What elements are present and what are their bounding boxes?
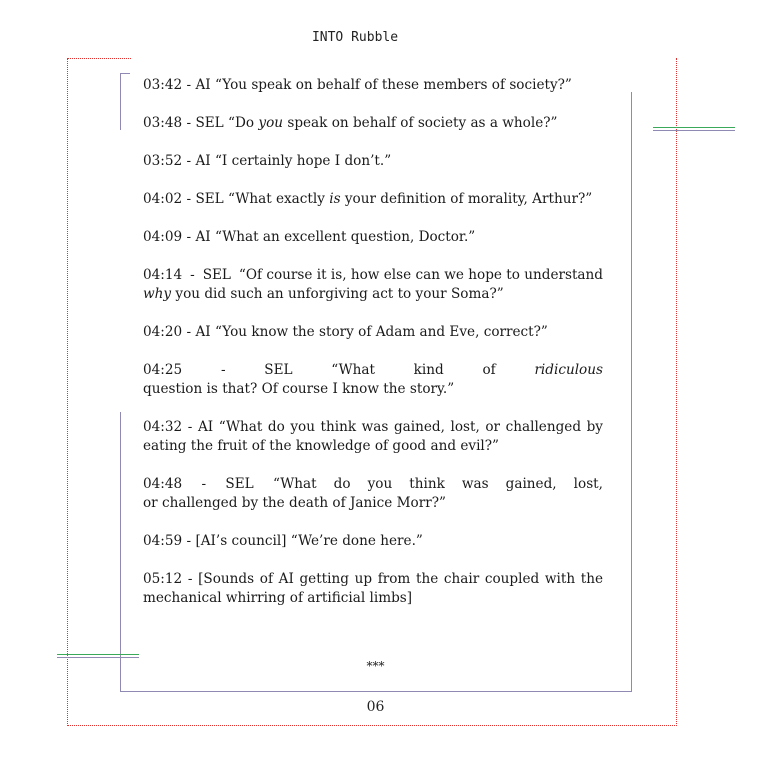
timestamp: 03:52 [143,153,183,169]
word: kind [413,362,444,378]
utterance: “I certainly hope I don’t.” [214,153,392,169]
speaker: SEL [195,115,224,131]
speaker: AI [195,324,211,340]
timestamp: 04:20 [143,324,183,340]
timestamp: 03:42 [143,77,183,93]
word: “What [331,362,375,378]
spread-line: 04:14 - SEL “Of course it is, how else can we hope to understand [143,267,603,283]
utterance-emphasis: why [143,286,172,302]
utterance-end: your definition of morality, Arthur?” [340,191,593,207]
word: lost, [573,476,603,492]
utterance-emphasis: you [258,115,284,131]
guide-line-right-blue [653,130,735,131]
timestamp: 04:59 [143,533,183,549]
timestamp: 05:12 [143,571,183,587]
inner-frame-left [120,412,121,691]
section-break: *** [366,659,385,673]
transcript-entry: 03:42 - AI “You speak on behalf of these members of society?” [143,77,572,93]
timestamp: 04:32 [143,419,183,435]
guide-line-right-green [653,127,735,128]
stage-direction: [Sounds of AI getting up from the chair coupled with the mechanical whirring of artificial limbs] [143,571,603,606]
utterance: “You know the story of Adam and Eve, correct?” [214,324,548,340]
word: you [367,476,393,492]
timestamp: 03:48 [143,115,183,131]
dash: - [220,362,226,378]
utterance-emphasis: ridiculous [534,362,603,378]
outer-frame-top [67,58,131,59]
inner-frame-bottom [120,691,631,692]
word: think [409,476,445,492]
transcript-entry [143,361,603,399]
word: do [333,476,351,492]
word: of [482,362,496,378]
transcript-entry: 04:02 - SEL “What exactly is your definition of morality, Arthur?” [143,191,593,207]
utterance: “What an excellent question, Doctor.” [214,229,476,245]
transcript-body [143,76,603,627]
speaker: AI [197,419,214,435]
utterance-start: “What exactly [228,191,330,207]
continuation-line: or challenged by the death of Janice Morr?” [143,495,446,511]
guide-line-left-blue [57,657,139,658]
speaker: SEL [264,362,293,378]
utterance: “What do you think was gained, lost, or challenged by eating the fruit of the knowledge of good and evil?” [143,419,603,454]
speaker: AI [195,229,211,245]
transcript-entry: 04:32 - AI “What do you think was gained, lost, or challenged by eating the fruit of the knowledge of good and evil?” [143,419,603,454]
speaker: [AI’s council] [195,533,287,549]
transcript-entry [143,475,603,513]
timestamp: 04:48 [143,476,183,492]
inner-frame-corner-top [120,73,130,74]
utterance-emphasis: is [329,191,341,207]
transcript-entry: 03:52 - AI “I certainly hope I don’t.” [143,153,392,169]
running-header-title: INTO Rubble [311,30,399,45]
speaker: AI [195,153,211,169]
timestamp: 04:02 [143,191,183,207]
guide-line-left-green [57,654,139,655]
speaker: AI [195,77,211,93]
timestamp: 04:14 [143,267,183,283]
outer-frame-left [67,58,68,726]
transcript-entry: 05:12 - [Sounds of AI getting up from the chair coupled with the mechanical whirring of artificial limbs] [143,571,603,606]
inner-frame-right [631,92,632,692]
spread-line [143,361,603,380]
transcript-entry [143,266,603,304]
utterance-end: you did such an unforgiving act to your Soma?” [171,286,504,302]
timestamp: 04:25 [143,362,183,378]
utterance-start [273,475,603,494]
utterance: “We’re done here.” [290,533,423,549]
utterance-start: “Do [228,115,259,131]
speaker: SEL [195,191,224,207]
utterance-end: speak on behalf of society as a whole?” [283,115,558,131]
continuation-line [143,285,603,304]
transcript-entry: 04:09 - AI “What an excellent question, Doctor.” [143,229,476,245]
continuation-line: question is that? Of course I know the story.” [143,381,455,397]
speaker: SEL [225,476,254,492]
outer-frame-bottom [67,725,677,726]
speaker: SEL [202,267,231,283]
word: was [461,476,489,492]
page-number: 06 [366,699,385,715]
word: “What [272,476,317,492]
inner-frame-corner-left [120,73,121,130]
spread-line: 04:48 - SEL “What do you think was gained, lost, [143,476,603,492]
outer-frame-right [676,58,677,726]
transcript-entry: 04:59 - [AI’s council] “We’re done here.” [143,533,423,549]
transcript-entry: 03:48 - SEL “Do you speak on behalf of society as a whole?” [143,115,558,131]
word: gained, [505,476,557,492]
timestamp: 04:09 [143,229,183,245]
transcript-entry: 04:20 - AI “You know the story of Adam and Eve, correct?” [143,324,548,340]
utterance-start: “Of course it is, how else can we hope to understand [238,267,603,283]
utterance: “You speak on behalf of these members of society?” [214,77,572,93]
